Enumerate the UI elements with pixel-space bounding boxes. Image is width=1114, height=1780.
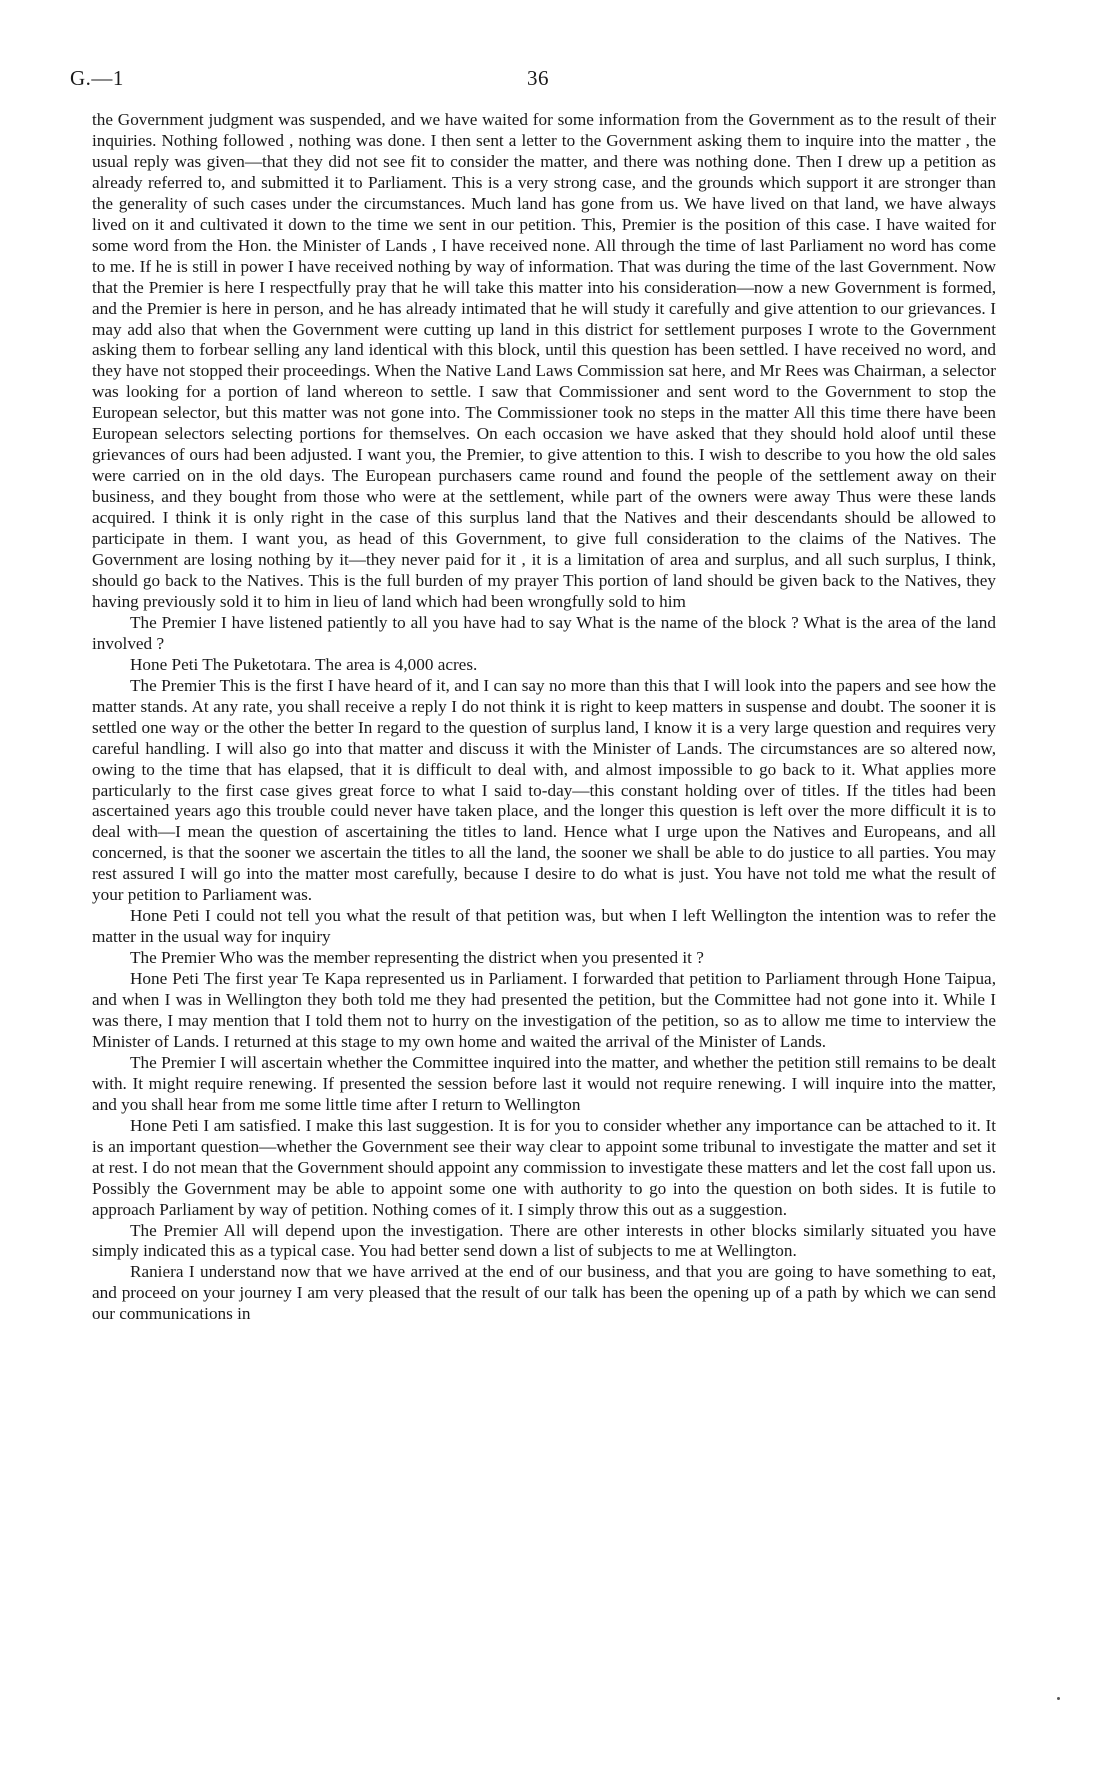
paragraph-hone-peti-block: Hone Peti The Puketotara. The area is 4,000 acres. (130, 654, 478, 674)
paragraph-continuation: the Government judgment was suspended, and we have waited for some information from the Government as to the result of their inquiries. Nothing followed , nothing was done. I then sent a letter to the Government asking them to inquire into the matter , the usual reply was given—that they did not see fit to consider the matter, and there was nothing done. Then I drew up a petition as already referred to, and submitted it to Parliament. This is a very strong case, and the grounds which support it are stronger than the generality of such cases under the circumstances. Much land has gone from us. We have lived on that land, we have always lived on it and cultivated it down to the time we sent in our petition. This, Premier is the position of this case. I have waited for some word from the Hon. the Minister of Lands , I have received none. All through the time of last Parliament no word has come to me. If he is still in power I have received nothing by way of information. That was during the time of the last Government. Now that the Premier is here I respectfully pray that he will take this matter into his consideration—now a new Government is formed, and the Premier is here in person, and he has already intimated that he will study it carefully and give attention to our grievances. I may add also that when the Government were cutting up land in this district for settlement purposes I wrote to the Government asking them to forbear selling any land identical with this block, until this question has been settled. I have received no word, and they have not stopped their proceedings. When the Native Land Laws Commission sat here, and Mr Rees was Chairman, a selector was looking for a portion of land whereon to settle. I saw that Commissioner and sent word to the Government to stop the European selector, but this matter was not gone into. The Commissioner took no steps in the matter All this time there have been European selectors selecting portions for themselves. On each occasion we have asked that they should hold aloof until these grievances of ours had been adjusted. I want you, the Premier, to give attention to this. I wish to describe to you how the old sales were carried on in the old days. The European purchasers came round and found the people of the settlement away on their business, and they bought from those who were at the settlement, while part of the owners were away Thus were these lands acquired. I think it is only right in the case of this surplus land that the Natives and their descendants should be allowed to participate in them. I want you, as head of this Government, to give full consideration to the claims of the Natives. The Government are losing nothing by it—they never paid for it , it is a limitation of area and surplus, and all such surplus, I think, should go back to the Natives. This is the full burden of my prayer This portion of land should be given back to the Natives, they having previously sold it to him in lieu of land which had been wrongfully sold to him (92, 110, 996, 611)
paragraph-raniera: Raniera I understand now that we have arrived at the end of our business, and that you are going to have something to eat, and proceed on your journey I am very pleased that the result of our talk has been the opening up of a path by which we can send our communications in (92, 1262, 996, 1324)
paragraph-hone-peti-te-kapa: Hone Peti The first year Te Kapa represented us in Parliament. I forwarded that petition to Parliament through Hone Taipua, and when I was in Wellington they both told me they had presented the petition, but the Committee had not gone into it. While I was there, I may mention that I told them not to hurry on the investigation of the petition, so as to allow me time to interview the Minister of Lands. I returned at this stage to my own home and waited the arrival of the Minister of Lands. (92, 969, 996, 1051)
paragraph-premier-investigation: The Premier All will depend upon the investigation. There are other interests in other blocks similarly situated you have simply indicated this as a typical case. You had better send down a list of subjects to me at Wellington. (92, 1220, 996, 1261)
paragraph-hone-peti-petition: Hone Peti I could not tell you what the result of that petition was, but when I left Wellington the intention was to refer the matter in the usual way for inquiry (92, 906, 996, 947)
paragraph-hone-peti-suggestion: Hone Peti I am satisfied. I make this last suggestion. It is for you to consider whether any importance can be attached to it. It is an important question—whether the Government see their way clear to appoint some tribunal to investigate the matter and set it at rest. I do not mean that the Government should appoint any commission to investigate these matters and let the cost fall upon us. Possibly the Government may be able to appoint some one with authority to go into the question on both sides. It is futile to approach Parliament by way of petition. Nothing comes of it. I simply throw this out as a suggestion. (92, 1115, 996, 1219)
running-header (70, 66, 1048, 96)
paragraph-premier-question: The Premier I have listened patiently to all you have had to say What is the name of the block ? What is the area of the land involved ? (92, 612, 996, 653)
document-code: G.—1 (70, 66, 124, 90)
body-text (92, 110, 996, 1325)
page-number: 36 (527, 66, 549, 90)
paragraph-premier-ascertain: The Premier I will ascertain whether the Committee inquired into the matter, and whether the petition still remains to be dealt with. It might require renewing. If presented the session before last it would not require renewing. I will inquire into the matter, and you shall hear from me some little time after I return to Wellington (92, 1052, 996, 1114)
paragraph-premier-member: The Premier Who was the member representing the district when you presented it ? (130, 948, 704, 968)
margin-mark (1057, 1697, 1060, 1700)
paragraph-premier-response: The Premier This is the first I have heard of it, and I can say no more than this that I will look into the papers and see how the matter stands. At any rate, you shall receive a reply I do not think it is right to keep matters in suspense and doubt. The sooner it is settled one way or the other the better In regard to the question of surplus land, I know it is a very large question and requires very careful handling. I will also go into that matter and discuss it with the Minister of Lands. The circumstances are so altered now, owing to the time that has elapsed, that it is difficult to deal with, and almost impossible to go back to it. What applies more particularly to the first case gives great force to what I said to-day—this constant holding over of titles. If the titles had been ascertained years ago this trouble could never have taken place, and the longer this question is left over the more difficult it is to deal with—I mean the question of ascertaining the titles to land. Hence what I urge upon the Natives and Europeans, and all concerned, is that the sooner we ascertain the titles to all the land, the sooner we shall be able to do justice to all parties. You may rest assured I will go into the matter most carefully, because I desire to do what is just. You have not told me what the result of your petition to Parliament was. (92, 675, 996, 905)
